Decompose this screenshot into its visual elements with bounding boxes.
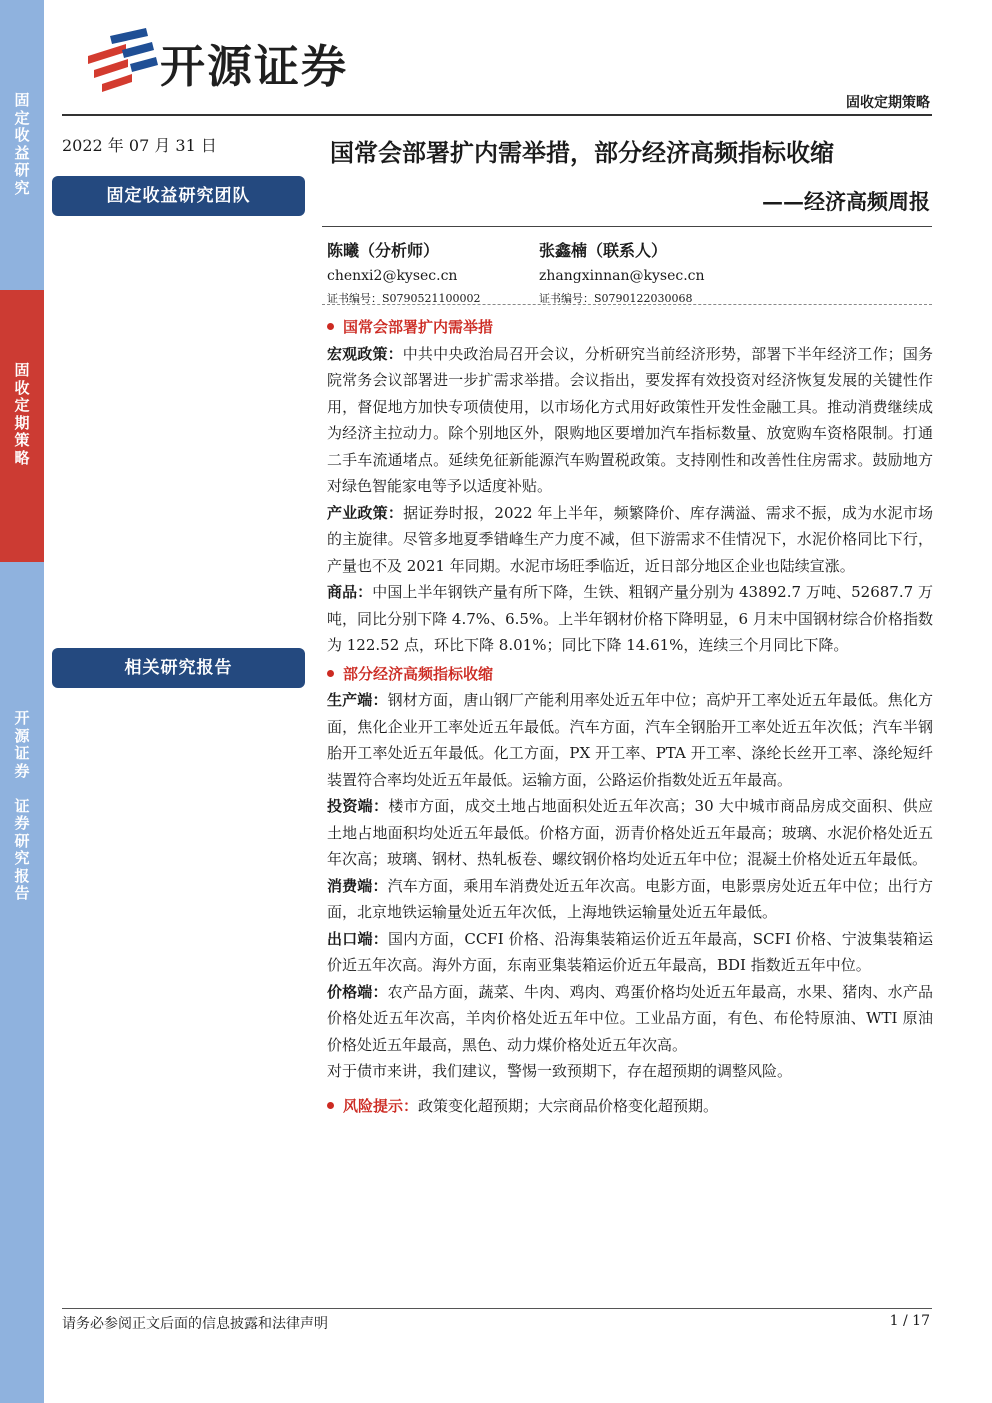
report-subtitle: ——经济高频周报 xyxy=(762,189,930,214)
footer-divider xyxy=(62,1308,932,1309)
author-name: 陈曦（分析师） xyxy=(327,241,440,260)
risk-note: 风险提示：政策变化超预期；大宗商品价格变化超预期。 xyxy=(327,1093,933,1120)
report-date: 2022 年 07 月 31 日 xyxy=(62,136,217,155)
author-card xyxy=(327,238,481,306)
paragraph: 对于债市来讲，我们建议，警惕一致预期下，存在超预期的调整风险。 xyxy=(327,1062,793,1080)
paragraph: 产业政策：据证券时报，2022 年上半年，频繁降价、库存满溢、需求不振，成为水泥市场的主旋律。尽管多地夏季错峰生产力度不减，但下游需求不佳情况下，水泥价格同比下行，产量也不及 2021 年同期。水泥市场旺季临近，近日部分地区企业也陆续宣涨。 xyxy=(327,503,933,575)
bullet-dot-icon xyxy=(327,1102,334,1109)
section-heading: 部分经济高频指标收缩 xyxy=(327,661,933,688)
author-email[interactable]: zhangxinnan@kysec.cn xyxy=(539,268,705,284)
author-card xyxy=(539,238,705,306)
bullet-dot-icon xyxy=(327,323,334,330)
sidebar-category-label: 固 定 收 益 研 究 xyxy=(14,91,30,197)
related-reports-banner: 相关研究报告 xyxy=(52,648,305,688)
sidebar xyxy=(0,0,44,1403)
brand-name: 开源证券 xyxy=(160,40,349,93)
paragraph: 价格端：农产品方面，蔬菜、牛肉、鸡肉、鸡蛋价格均处近五年最高，水果、猪肉、水产品价格处近五年次高，羊肉价格处近五年中位。工业品方面，有色、布伦特原油、WTI 原油价格处近五年最高，黑色、动力煤价格处近五年次高。 xyxy=(327,982,933,1054)
report-body xyxy=(327,312,933,1119)
author-email[interactable]: chenxi2@kysec.cn xyxy=(327,268,458,284)
author-cert: 证书编号：S0790521100002 xyxy=(327,292,481,305)
section-heading: 国常会部署扩内需举措 xyxy=(327,314,933,341)
team-banner: 固定收益研究团队 xyxy=(52,176,305,216)
header-divider xyxy=(62,114,932,116)
paragraph: 消费端：汽车方面，乘用车消费处近五年次高。电影方面，电影票房处近五年中位；出行方面，北京地铁运输量处近五年次低，上海地铁运输量处近五年最低。 xyxy=(327,876,933,921)
author-divider xyxy=(322,304,932,305)
bullet-dot-icon xyxy=(327,670,334,677)
report-type-tag: 固收定期策略 xyxy=(846,95,930,111)
footer-disclaimer: 请务必参阅正文后面的信息披露和法律声明 xyxy=(62,1316,328,1332)
title-divider xyxy=(322,226,932,227)
report-title: 国常会部署扩内需举措，部分经济高频指标收缩 xyxy=(330,138,834,167)
paragraph: 宏观政策：中共中央政治局召开会议，分析研究当前经济形势，部署下半年经济工作；国务院常务会议部署进一步扩需求举措。会议指出，要发挥有效投资对经济恢复发展的关键性作用，督促地方加快专项债使用，以市场化方式用好政策性开发性金融工具。推动消费继续成为经济主拉动力。除个别地区外，限购地区要增加汽车指标数量、放宽购车资格限制。打通二手车流通堵点。延续免征新能源汽车购置税政策。支持刚性和改善性住房需求。鼓励地方对绿色智能家电等予以适度补贴。 xyxy=(327,344,933,495)
paragraph: 商品：中国上半年钢铁产量有所下降，生铁、粗钢产量分别为 43892.7 万吨、52687.7 万吨，同比分别下降 4.7%、6.5%。上半年钢材价格下降明显，6 月末中国钢材综合价格指数为 122.52 点，环比下降 8.01%；同比下降 14.61%，连续三个月同比下降。 xyxy=(327,583,933,654)
author-name: 张鑫楠（联系人） xyxy=(539,241,668,260)
author-cert: 证书编号：S0790122030068 xyxy=(539,292,693,305)
sidebar-brand-label: 开 源 证 券 证 券 研 究 报 告 xyxy=(14,709,30,902)
paragraph: 生产端：钢材方面，唐山钢厂产能利用率处近五年中位；高炉开工率处近五年最低。焦化方面，焦化企业开工率处近五年最低。汽车方面，汽车全钢胎开工率处近五年次低；汽车半钢胎开工率处近五年最低。化工方面，PX 开工率、PTA 开工率、涤纶长丝开工率、涤纶短纤装置符合率均处近五年最低。运输方面，公路运价指数处近五年最高。 xyxy=(327,691,933,789)
page-number: 1 / 17 xyxy=(889,1313,930,1329)
paragraph: 出口端：国内方面，CCFI 价格、沿海集装箱运价近五年最高，SCFI 价格、宁波集装箱运价近五年次高。海外方面，东南亚集装箱运价近五年最高，BDI 指数近五年中位。 xyxy=(327,929,933,974)
sidebar-strategy-label: 固 收 定 期 策 略 xyxy=(14,361,30,467)
paragraph: 投资端：楼市方面，成交土地占地面积处近五年次高；30 大中城市商品房成交面积、供应土地占地面积均处近五年最低。价格方面，沥青价格处近五年最高；玻璃、水泥价格处近五年次高；玻璃、钢材、热轧板卷、螺纹钢价格均处近五年中位；混凝土价格处近五年最低。 xyxy=(327,797,933,868)
